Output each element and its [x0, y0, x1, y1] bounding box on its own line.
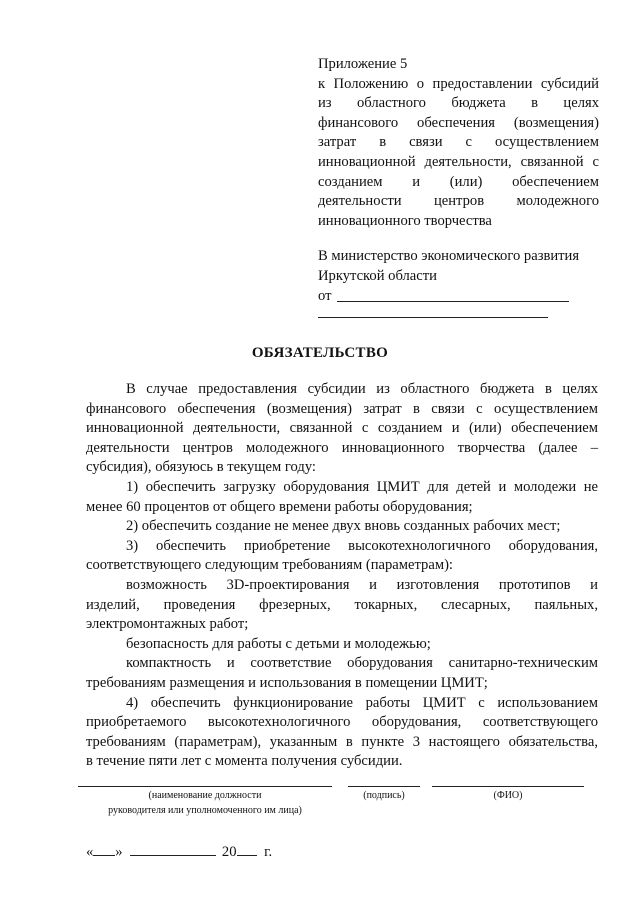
- position-label: [78, 788, 332, 818]
- requirement-2: безопасность для работы с детьми и молодежью;: [126, 635, 431, 652]
- list-item-2: 2) обеспечить создание не менее двух вновь созданных рабочих мест;: [126, 518, 561, 535]
- from-label: от: [318, 288, 332, 304]
- paragraph-line: финансового обеспечения (возмещения) затрат в связи с осуществлением: [86, 400, 598, 417]
- day-input-line[interactable]: [93, 841, 115, 856]
- list-item-3-cont: соответствующего следующим требованиям (параметрам):: [86, 557, 453, 574]
- paragraph-line: деятельности центров молодежного инновационного творчества (далее –: [86, 439, 598, 456]
- requirement-3: компактность и соответствие оборудования санитарно-техническим: [126, 655, 598, 672]
- year-prefix: 20: [221, 844, 237, 860]
- date-line: [86, 841, 272, 861]
- from-row-2: [318, 308, 603, 330]
- requirement-1-cont: изделий, проведения фрезерных, токарных, слесарных, паяльных,: [86, 596, 598, 613]
- annex-line: к Положению о предоставлении субсидий: [318, 75, 599, 92]
- annex-title: Приложение 5: [318, 56, 408, 72]
- recipient-line-1: В министерство экономического развития: [318, 248, 580, 264]
- position-label-line-2: руководителя или уполномоченного им лица): [108, 805, 302, 816]
- list-item-4-cont: требованиям (параметрам), указанным в пункте 3 настоящего обязательства,: [86, 733, 598, 750]
- signature-line[interactable]: [348, 786, 420, 787]
- position-label-line-1: (наименование должности: [148, 790, 262, 801]
- sign-label: (подпись): [363, 790, 405, 801]
- annex-line: инновационной деятельности, связанной с: [318, 153, 599, 170]
- month-input-line[interactable]: [130, 841, 216, 856]
- requirement-3-cont: требованиям размещения и использования в помещении ЦМИТ;: [86, 674, 488, 691]
- from-row: [318, 286, 603, 308]
- recipient-block: [318, 246, 603, 330]
- open-quote: «: [86, 844, 94, 860]
- annex-line: финансового обеспечения (возмещения): [318, 114, 599, 131]
- annex-line: созданием и (или) обеспечением: [318, 173, 599, 190]
- annex-line: инновационного творчества: [318, 212, 492, 229]
- document-title: ОБЯЗАТЕЛЬСТВО: [251, 345, 389, 361]
- position-signature-line[interactable]: [78, 786, 332, 787]
- list-item-1: 1) обеспечить загрузку оборудования ЦМИТ для детей и молодежи не: [126, 478, 598, 495]
- year-suffix: г.: [264, 844, 273, 860]
- from-input-line-2[interactable]: [318, 317, 548, 318]
- list-item-4-cont: приобретаемого высокотехнологичного оборудования, соответствующего: [86, 714, 598, 731]
- list-item-3: 3) обеспечить приобретение высокотехнологичного оборудования,: [126, 537, 598, 554]
- from-input-line[interactable]: [337, 301, 569, 302]
- requirement-1-cont: электромонтажных работ;: [86, 616, 249, 633]
- annex-line: из областного бюджета в целях: [318, 95, 599, 112]
- list-item-4: 4) обеспечить функционирование работы ЦМИТ с использованием: [126, 694, 598, 711]
- annex-line: деятельности центров молодежного: [318, 193, 599, 210]
- year-input-line[interactable]: [237, 841, 257, 856]
- annex-header: [318, 55, 599, 231]
- close-quote: »: [115, 844, 123, 860]
- paragraph-line: субсидия), обязуюсь в текущем году:: [86, 459, 316, 476]
- name-signature-line[interactable]: [432, 786, 584, 787]
- list-item-1-cont: менее 60 процентов от общего времени работы оборудования;: [86, 498, 473, 515]
- annex-line: затрат в связи с осуществлением: [318, 134, 599, 151]
- paragraph-line: инновационной деятельности, связанной с созданием и (или) обеспечением: [86, 420, 598, 437]
- paragraph-line: В случае предоставления субсидии из областного бюджета в целях: [126, 381, 598, 397]
- requirement-1: возможность 3D-проектирования и изготовления прототипов и: [126, 576, 598, 593]
- recipient-line-2: Иркутской области: [318, 268, 437, 284]
- document-body: [86, 380, 598, 772]
- name-label: (ФИО): [493, 790, 523, 801]
- list-item-4-cont: в течение пяти лет с момента получения субсидии.: [86, 753, 403, 770]
